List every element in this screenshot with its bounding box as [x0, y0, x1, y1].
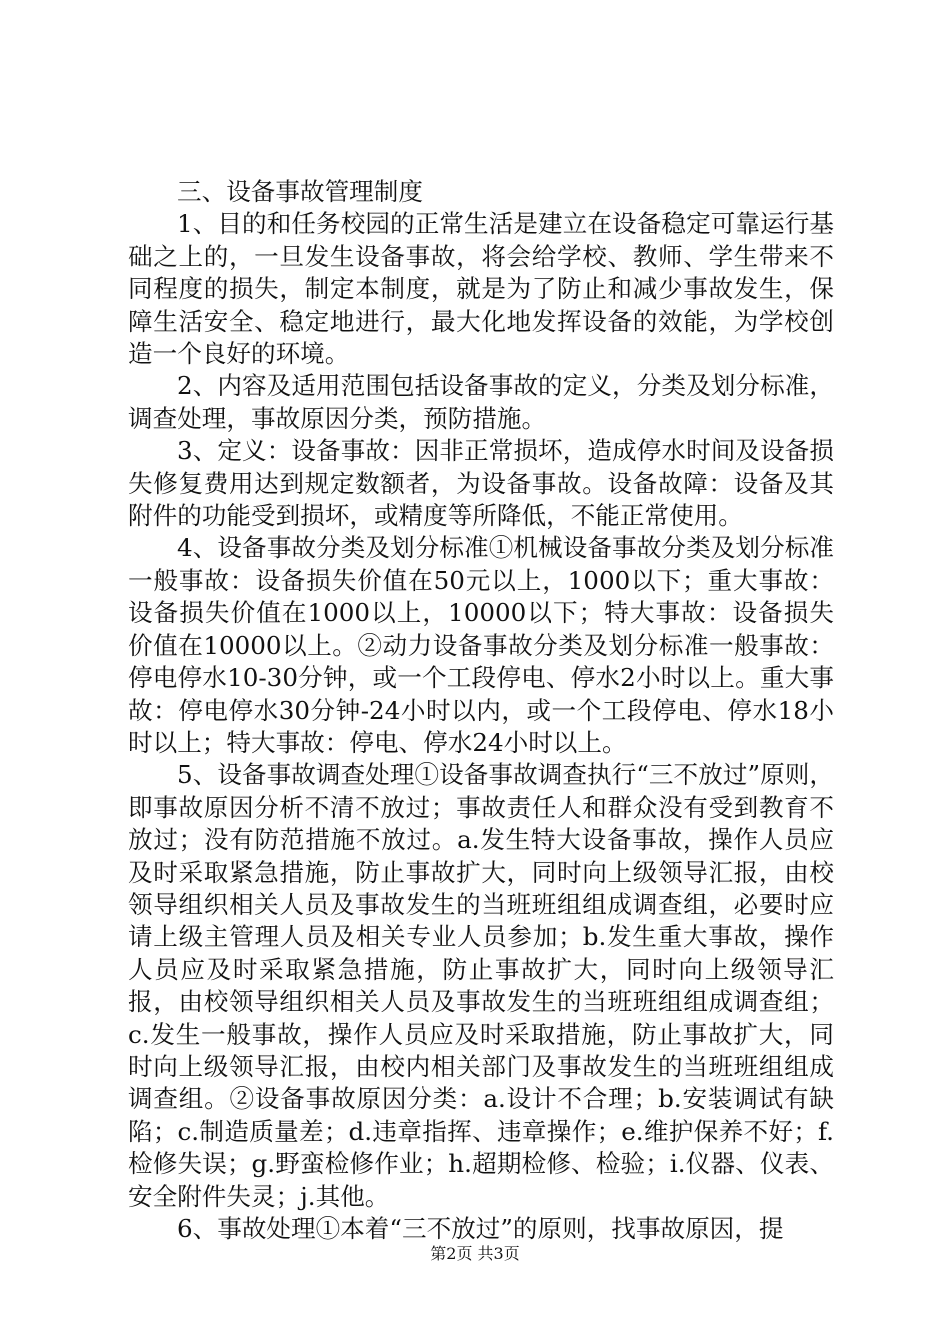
paragraph-classification: 4、设备事故分类及划分标准①机械设备事故分类及划分标准一般事故：设备损失价值在50元以上，1000以下；重大事故：设备损失价值在1000以上，10000以下；特大事故：设备损失价值在10000以上。②动力设备事故分类及划分标准一般事故：停电停水10-30分钟，或一个工段停电、停水2小时以上。重大事故：停电停水30分钟-24小时以内，或一个工段停电、停水18小时以上；特大事故：停电、停水24小时以上。: [128, 533, 834, 757]
page-number-footer: 第2页 共3页: [430, 1244, 520, 1263]
paragraph-investigation: 5、设备事故调查处理①设备事故调查执行“三不放过”原则，即事故原因分析不清不放过；事故责任人和群众没有受到教育不放过；没有防范措施不放过。a.发生特大设备事故，操作人员应及时采取紧急措施，防止事故扩大，同时向上级领导汇报，由校领导组织相关人员及事故发生的当班班组组成调查组，必要时应请上级主管理人员及相关专业人员参加；b.发生重大事故，操作人员应及时采取紧急措施，防止事故扩大，同时向上级领导汇报，由校领导组织相关人员及事故发生的当班班组组成调查组；c.发生一般事故，操作人员应及时采取措施，防止事故扩大，同时向上级领导汇报，由校内相关部门及事故发生的当班班组组成调查组。②设备事故原因分类：a.设计不合理；b.安装调试有缺陷；c.制造质量差；d.违章指挥、违章操作；e.维护保养不好；f.检修失误；g.野蛮检修作业；h.超期检修、检验；i.仪器、仪表、安全附件失灵；j.其他。: [128, 760, 834, 1211]
paragraph-definition: 3、定义：设备事故：因非正常损坏，造成停水时间及设备损失修复费用达到规定数额者，为设备事故。设备故障：设备及其附件的功能受到损坏，或精度等所降低，不能正常使用。: [128, 436, 834, 531]
paragraph-scope: 2、内容及适用范围包括设备事故的定义，分类及划分标准，调查处理，事故原因分类，预防措施。: [128, 371, 834, 433]
section-heading: 三、设备事故管理制度: [177, 177, 423, 206]
document-body: [128, 176, 834, 1245]
paragraph-purpose: 1、目的和任务校园的正常生活是建立在设备稳定可靠运行基础之上的，一旦发生设备事故，将会给学校、教师、学生带来不同程度的损失，制定本制度，就是为了防止和减少事故发生，保障生活安全、稳定地进行，最大化地发挥设备的效能，为学校创造一个良好的环境。: [128, 209, 834, 369]
paragraph-handling: 6、事故处理①本着“三不放过”的原则，找事故原因，提: [177, 1214, 784, 1243]
